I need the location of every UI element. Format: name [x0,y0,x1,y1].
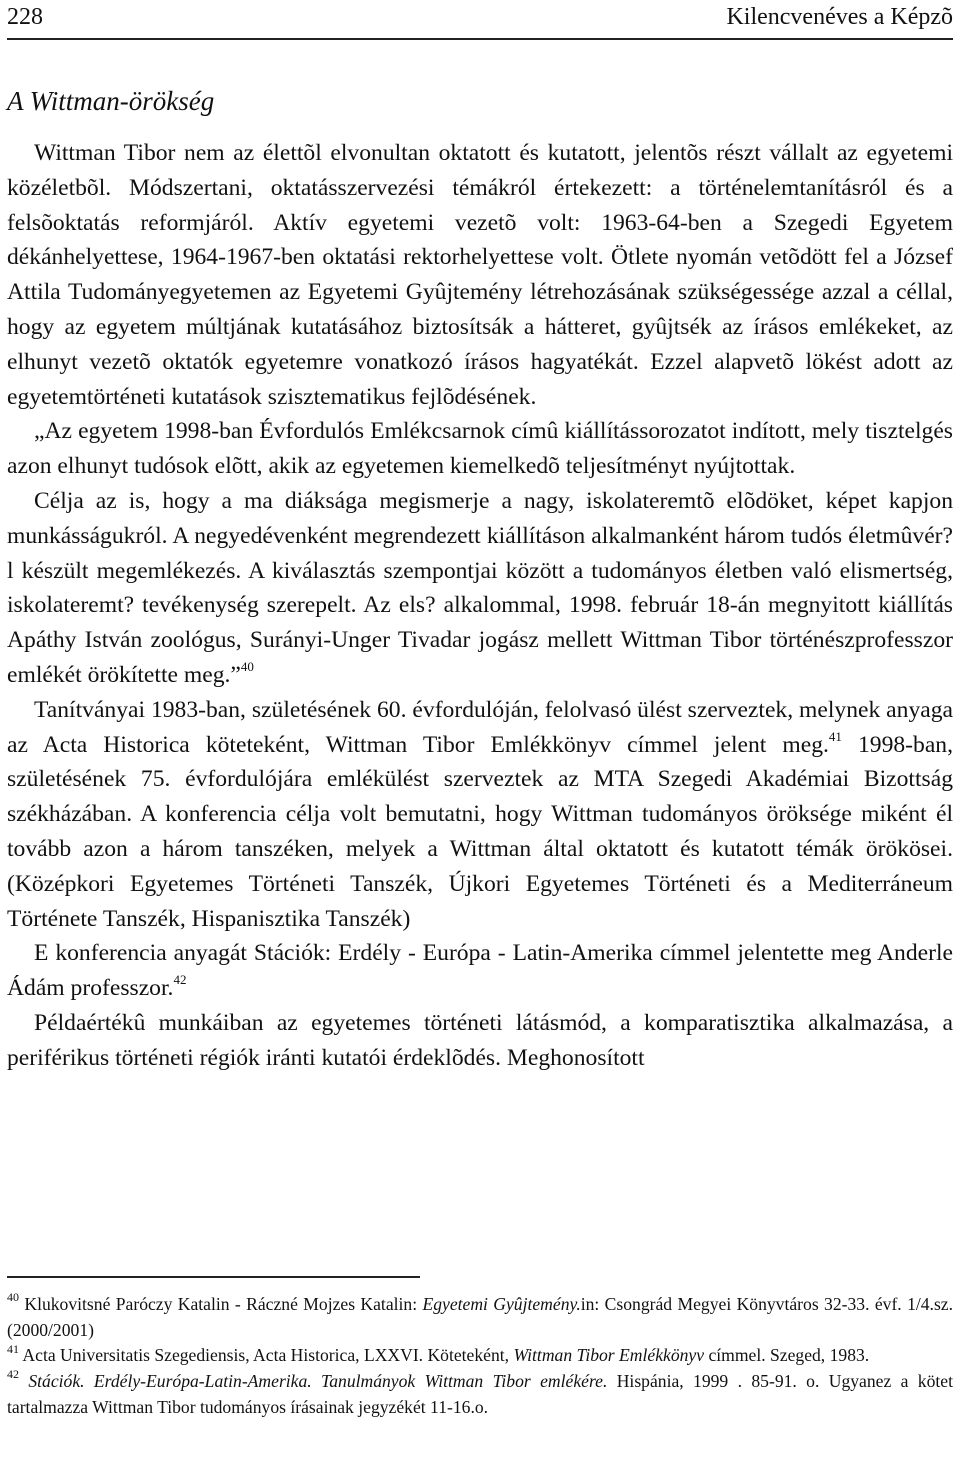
footnote-number: 41 [7,1341,19,1356]
paragraph: Wittman Tibor nem az élettõl elvonultan oktatott és kutatott, jelentõs részt vállalt az egyetemi közéletbõl. Módszertani, oktatásszervezési témákról értekezett: a történelemtanításról és a felsõoktatás reformjáról. Aktív egyetemi vezetõ volt: 1963-64-ben a Szegedi Egyetem dékánhelyettese, 1964-1967-ben oktatási rektorhelyettese volt. Ötlete nyomán vetõdött fel a József Attila Tudományegyetemen az Egyetemi Gyûjtemény létrehozásának szükségessége azzal a céllal, hogy az egyetem múltjának kutatásához biztosítsák a hátteret, gyûjtsék az írásos emlékeket, az elhunyt vezetõ oktatók egyetemre vonatkozó írásos hagyatékát. Ezzel alapvetõ lökést adott az egyetemtörténeti kutatások szisztematikus fejlõdésének. [7,140,953,410]
paragraph [7,693,953,937]
footnote-text: Acta Universitatis Szegediensis, Acta Historica, LXXVI. Köteteként, [19,1345,514,1366]
body-text [7,136,953,1076]
footnote-ref[interactable]: 41 [828,728,842,744]
running-title: Kilencvenéves a Képzõ [726,4,953,30]
paragraph [7,936,953,1006]
footnote-title: Egyetemi Gyûjtemény. [422,1294,581,1314]
footnote-text: Klukovitsné Paróczy Katalin - Ráczné Mojzes Katalin: [19,1294,423,1314]
footnote [7,1292,953,1343]
footnote-title: Stációk. Erdély-Európa-Latin-Amerika. Tanulmányok Wittman Tibor emlékére. [28,1371,608,1392]
paragraph-text: Tanítványai 1983-ban, születésének 60. évfordulóján, felolvasó ülést szerveztek, melynek anyaga az Acta Historica köteteként, Wittman Tibor Emlékkönyv címmel jelent meg. [7,696,953,758]
paragraph: Példaértékû munkáiban az egyetemes történeti látásmód, a komparatisztika alkalmazása, a periférikus történeti régiók iránti kutatói érdeklõdés. Meghonosított [7,1009,953,1071]
footnote [7,1343,953,1369]
paragraph-text: 1998-ban, születésének 75. évfordulójára emlékülést szerveztek az MTA Szegedi Akadémiai Bizottság székházában. A konferencia célja volt bemutatni, hogy Wittman tudományos öröksége miként él tovább azon a három tanszéken, melyek a Wittman által oktatott és kutatott témák örökösei. (Középkori Egyetemes Történeti Tanszék, Újkori Egyetemes Történeti és a Mediterráneum Története Tanszék, Hispanisztika Tanszék) [7,731,953,932]
footnote-title: Wittman Tibor Emlékkönyv [513,1345,705,1366]
running-header [7,4,953,40]
footnote-text: Hispánia, 1999 . 85-91. o. Ugyanez a kötet tartalmazza Wittman Tibor tudományos írásainak jegyzékét 11-16.o. [7,1371,953,1417]
footnote-number: 40 [7,1290,19,1305]
footnote-divider [7,1276,420,1278]
paragraph-text: Célja az is, hogy a ma diáksága megismerje a nagy, iskolateremtõ elõdöket, képet kapjon munkásságukról. A negyedévenként megrendezett kiállításon alkalmanként három tudós életmûvér?l készült megemlékezés. A kiválasztás szempontjai között a tudományos életben való elismertség, iskolateremt? tevékenység szerepelt. Az els? alkalommal, 1998. február 18-án megnyitott kiállítás Apáthy István zoológus, Surányi-Unger Tivadar jogász mellett Wittman Tibor történészprofesszor emlékét örökítette meg.” [7,487,953,688]
page-number: 228 [7,4,43,30]
quote-paragraph: „Az egyetem 1998-ban Évfordulós Emlékcsarnok címû kiállítássorozatot indított, mely tisztelgés azon elhunyt tudósok elõtt, akik az egyetemen kiemelkedõ teljesítményt nyújtottak. [7,418,953,480]
paragraph [7,484,953,693]
footnote-number: 42 [7,1367,19,1382]
footnote-text [19,1371,28,1391]
paragraph-text: E konferencia anyagát Stációk: Erdély - Európa - Latin-Amerika címmel jelentette meg Anderle Ádám professzor. [7,940,953,1002]
footnote-ref[interactable]: 40 [240,659,254,675]
footnote-text: in: Csongrád Megyei Könyvtáros 32-33. évf. 1/4.sz. (2000/2001) [7,1294,954,1340]
footnotes [7,1292,953,1421]
section-title: A Wittman-örökség [7,86,215,116]
footnote-ref[interactable]: 42 [173,972,187,988]
footnote [7,1369,953,1420]
footnote-text: címmel. Szeged, 1983. [704,1345,870,1366]
